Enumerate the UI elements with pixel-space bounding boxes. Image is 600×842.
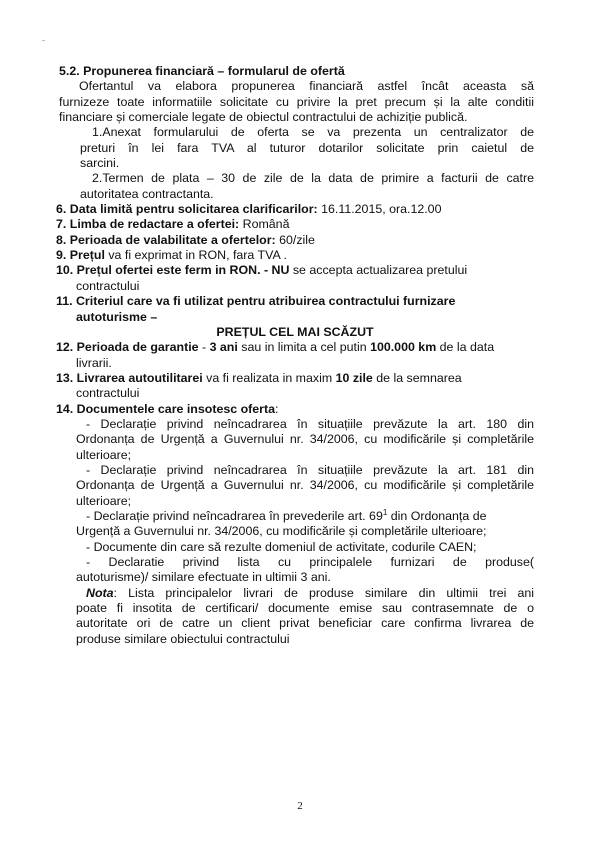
section-13-days: 10 zile [335, 370, 373, 385]
doc-3-line-1 [56, 509, 534, 524]
section-10-cont: contractului [76, 278, 140, 293]
section-6-label: 6. Data limită pentru solicitarea clarificarilor: [56, 202, 318, 217]
section-13-label: 13. Livrarea autoutilitarei [56, 370, 203, 385]
section-12-years: 3 ani [209, 340, 238, 355]
item-2-line-2: autoritatea contractanta. [80, 186, 214, 201]
section-11-line-2: autoturisme – [76, 309, 158, 324]
doc-3-superscript: 1 [382, 507, 388, 517]
section-14 [56, 402, 534, 417]
section-12-cont: livrarii. [76, 355, 112, 370]
item-1-line-2: preturi în lei fara TVA al tuturor dotarilor solicitate prin caietul de [80, 140, 534, 155]
doc-1-line-1: - Declarație privind neîncadrarea în situațiile prevăzute la art. 180 din [86, 416, 534, 431]
section-13-cont: contractului [76, 386, 140, 401]
doc-2-line-2: Ordonanța de Urgență a Guvernului nr. 34/2006, cu modificările și completările [76, 478, 534, 493]
intro-line-2: furnizeze toate informatiile solicitate cu privire la pret precum și la alte conditii [59, 94, 534, 109]
section-12-text-c: sau in limita a cel putin [237, 340, 371, 355]
page-number: 2 [297, 800, 303, 812]
nota-label: Nota [86, 585, 114, 600]
item-1-line-3: sarcini. [80, 156, 120, 171]
section-12-label: 12. Perioada de garantie [56, 340, 199, 355]
section-8 [56, 233, 534, 248]
section-7 [56, 217, 534, 232]
doc-2-line-1: - Declarație privind neîncadrarea în situațiile prevăzute la art. 181 din [86, 462, 534, 477]
section-6-value: 16.11.2015, ora.12.00 [317, 202, 442, 217]
section-13-text-c: de la semnarea [372, 370, 462, 385]
award-criterion: PREȚUL CEL MAI SCĂZUT [216, 324, 374, 339]
doc-5-line-2: autoturisme)/ similare efectuate in ultimii 3 ani. [76, 570, 331, 585]
nota-line-2: poate fi insotita de certificari/ documente emise sau contrasemnate de o [76, 601, 534, 616]
section-7-value: Română [239, 217, 290, 232]
section-9-value: va fi exprimat in RON, fara TVA . [104, 248, 287, 263]
intro-line-3: financiare și comerciale legate de obiectul contractului de achiziție publică. [59, 110, 468, 125]
section-12 [56, 340, 534, 355]
section-heading: 5.2. Propunerea financiară – formularul de ofertă [59, 64, 345, 78]
doc-3-text-b: din Ordonanța de [387, 508, 487, 523]
doc-1-line-2: Ordonanța de Urgență a Guvernului nr. 34/2006, cu modificările și completările [76, 432, 534, 447]
section-14-colon: : [275, 401, 279, 416]
nota-line-3: autoritate ori de catre un client privat beneficiar care confirma livrarea de [76, 616, 534, 631]
section-12-text-f: de la data [436, 340, 495, 355]
section-10-label: 10. Prețul ofertei este ferm in RON. - NU [56, 263, 290, 278]
doc-2-line-3: ulterioare; [76, 493, 132, 508]
scan-mark [42, 40, 45, 41]
item-2-line-1: 2.Termen de plata – 30 de zile de la data de primire a facturii de catre [92, 171, 534, 186]
doc-4: - Documente din care să rezulte domeniul de activitate, codurile CAEN; [86, 539, 477, 554]
section-12-km-unit: km [414, 340, 437, 355]
section-8-value: 60/zile [275, 232, 315, 247]
doc-3-line-2: Urgență a Guvernului nr. 34/2006, cu modificările și completările ulterioare; [76, 524, 487, 539]
section-10 [56, 263, 534, 278]
nota-text-1: : Lista principalelor livrari de produse similare din ultimii trei ani [113, 585, 534, 600]
section-9-label: 9. Prețul [56, 248, 105, 263]
section-13 [56, 371, 534, 386]
doc-3-text-a: - Declarație privind neîncadrarea în prevederile art. 69 [86, 508, 383, 523]
document-body [56, 64, 534, 647]
section-8-label: 8. Perioada de valabilitate a ofertelor: [56, 232, 276, 247]
section-10-value: se accepta actualizarea pretului [289, 263, 468, 278]
section-12-text-a: - [198, 340, 210, 355]
section-6 [56, 202, 534, 217]
section-14-label: 14. Documentele care insotesc oferta [56, 401, 275, 416]
section-12-km-value: 100.000 [370, 340, 415, 355]
nota-line-4: produse similare obiectului contractului [76, 631, 290, 646]
intro-line-1: Ofertantul va elabora propunerea financiară astfel încât aceasta să [79, 79, 534, 94]
doc-1-line-3: ulterioare; [76, 447, 132, 462]
section-7-label: 7. Limba de redactare a ofertei: [56, 217, 240, 232]
nota-line-1 [56, 586, 534, 601]
section-11-line-1: 11. Criteriul care va fi utilizat pentru atribuirea contractului furnizare [56, 294, 456, 309]
doc-5-line-1: - Declaratie privind lista cu principalele furnizari de produse( [86, 555, 534, 569]
section-13-text-a: va fi realizata in maxim [202, 370, 336, 385]
section-9 [56, 248, 534, 263]
item-1-line-1: 1.Anexat formularului de oferta se va prezenta un centralizator de [92, 125, 534, 140]
